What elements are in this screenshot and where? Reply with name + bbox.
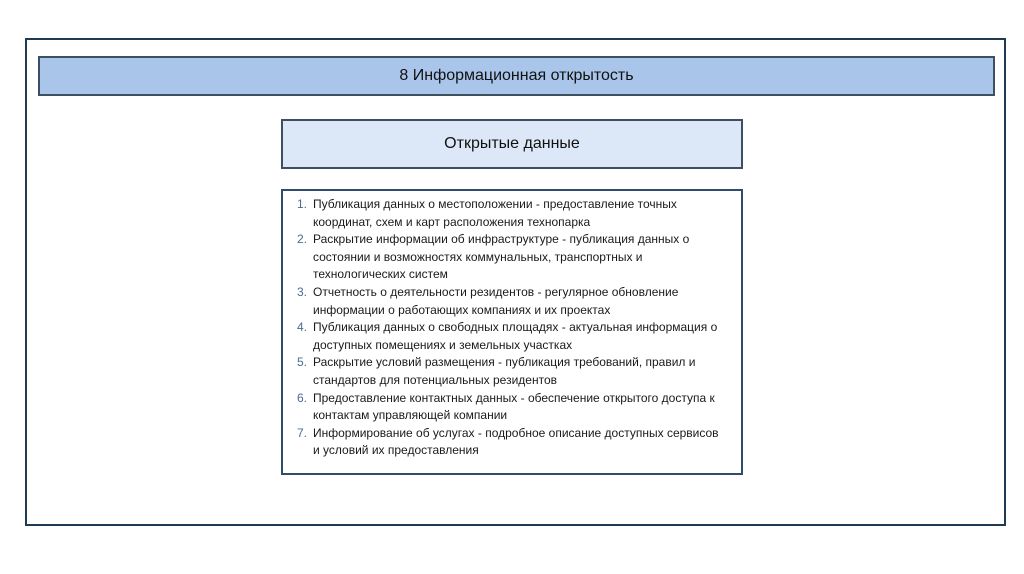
- list-item-number: 3.: [297, 284, 308, 299]
- list-item: [297, 196, 727, 231]
- section-header: [38, 56, 995, 96]
- list-item-number: 2.: [297, 232, 308, 247]
- list-item-number: 5.: [297, 355, 308, 370]
- section-title: 8 Информационная открытость: [399, 67, 634, 84]
- subsection-header: [281, 119, 743, 169]
- list-item: [297, 284, 727, 319]
- list-item: [297, 425, 727, 460]
- list-item-text: Информирование об услугах - подробное описание доступных сервисов и условий их предоставления: [313, 425, 719, 458]
- open-data-list-box: [281, 189, 743, 475]
- subsection-title: Открытые данные: [444, 135, 580, 152]
- list-item-text: Публикация данных о местоположении - предоставление точных координат, схем и карт расположения технопарка: [313, 197, 677, 229]
- list-item-text: Отчетность о деятельности резидентов - регулярное обновление информации о работающих компаниях и их проектах: [313, 284, 679, 317]
- list-item: [297, 354, 727, 389]
- list-item-text: Раскрытие информации об инфраструктуре - публикация данных о состоянии и возможностях коммунальных, транспортных и технологических систем: [313, 232, 690, 282]
- open-data-list: [297, 196, 727, 460]
- list-item-text: Раскрытие условий размещения - публикация требований, правил и стандартов для потенциальных резидентов: [313, 355, 696, 387]
- list-item: [297, 390, 727, 425]
- list-item-number: 6.: [297, 390, 308, 405]
- list-item-number: 7.: [297, 425, 308, 440]
- list-item-number: 4.: [297, 320, 308, 335]
- list-item-text: Публикация данных о свободных площадях - актуальная информация о доступных помещениях и земельных участках: [313, 320, 718, 352]
- list-item: [297, 231, 727, 284]
- list-item: [297, 319, 727, 354]
- list-item-text: Предоставление контактных данных - обеспечение открытого доступа к контактам управляющей компании: [313, 390, 715, 423]
- list-item-number: 1.: [297, 197, 308, 211]
